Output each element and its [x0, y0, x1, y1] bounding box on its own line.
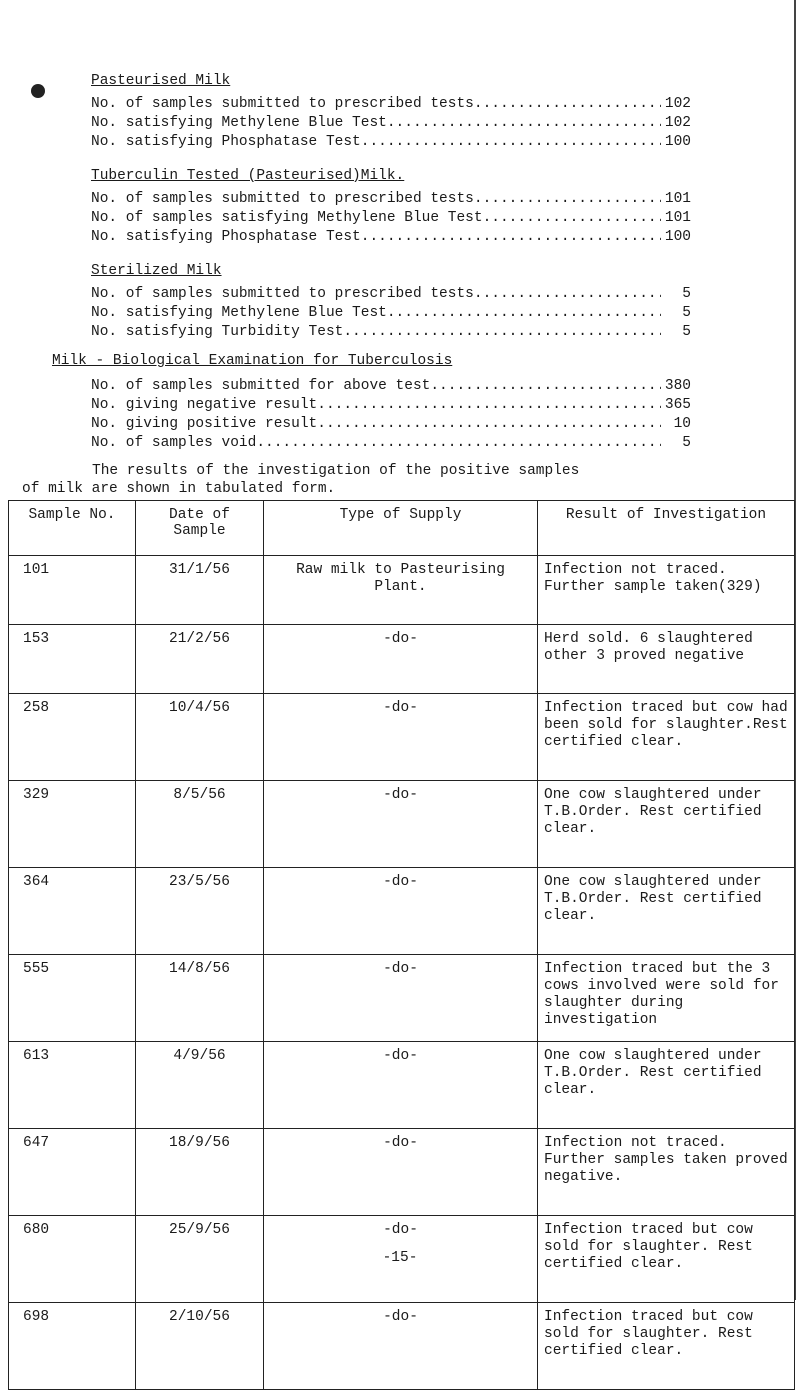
- list-item: No. of samples submitted for above test ..... 380: [91, 377, 691, 396]
- list-item: No. giving positive result ..... 10: [91, 415, 691, 434]
- table-row: 555 14/8/56 -do- Infection traced but the 3 cows involved were sold for slaughter during investigation: [9, 955, 795, 1042]
- header-supply: Type of Supply: [264, 501, 538, 556]
- biological-heading: Milk - Biological Examination for Tuberculosis: [52, 353, 453, 369]
- list-item: No. of samples void ..... 5: [91, 434, 691, 453]
- list-item: No. satisfying Phosphatase Test ..... 100: [91, 228, 691, 247]
- tuberculin-heading: Tuberculin Tested (Pasteurised)Milk.: [91, 168, 405, 184]
- table-row: 258 10/4/56 -do- Infection traced but cow had been sold for slaughter.Rest certified clear.: [9, 694, 795, 781]
- list-item: No. giving negative result ..... 365: [91, 396, 691, 415]
- table-row: 329 8/5/56 -do- One cow slaughtered under T.B.Order. Rest certified clear.: [9, 781, 795, 868]
- list-item: No. of samples submitted to prescribed tests ..... 5: [91, 285, 691, 304]
- list-item: No. of samples submitted to prescribed tests ..... 101: [91, 190, 691, 209]
- header-result: Result of Investigation: [538, 501, 795, 556]
- table-row: 101 31/1/56 Raw milk to Pasteurising Plant. Infection not traced. Further sample taken(329): [9, 556, 795, 625]
- page-number: -15-: [382, 1250, 418, 1266]
- table-row: 647 18/9/56 -do- Infection not traced. Further samples taken proved negative.: [9, 1129, 795, 1216]
- list-item: No. of samples submitted to prescribed tests ..... 102: [91, 95, 691, 114]
- biological-section: [91, 377, 691, 453]
- table-row: 613 4/9/56 -do- One cow slaughtered under T.B.Order. Rest certified clear.: [9, 1042, 795, 1129]
- list-item: No. satisfying Turbidity Test ..... 5: [91, 323, 691, 342]
- table-row: 364 23/5/56 -do- One cow slaughtered under T.B.Order. Rest certified clear.: [9, 868, 795, 955]
- table-row: 153 21/2/56 -do- Herd sold. 6 slaughtered other 3 proved negative: [9, 625, 795, 694]
- list-item: No. of samples satisfying Methylene Blue Test ..... 101: [91, 209, 691, 228]
- table-header-row: [9, 501, 795, 556]
- sterilized-section: [91, 262, 691, 342]
- table-row: 698 2/10/56 -do- Infection traced but cow sold for slaughter. Rest certified clear.: [9, 1303, 795, 1390]
- table-row: 680 25/9/56 -do- Infection traced but cow sold for slaughter. Rest certified clear.: [9, 1216, 795, 1303]
- punch-hole: [31, 84, 45, 98]
- header-date: Date of Sample: [136, 501, 264, 556]
- sterilized-heading: Sterilized Milk: [91, 263, 222, 279]
- intro-paragraph: The results of the investigation of the positive samples of milk are shown in tabulated form.: [22, 463, 580, 497]
- list-item: No. satisfying Methylene Blue Test ..... 102: [91, 114, 691, 133]
- header-sample-no: Sample No.: [9, 501, 136, 556]
- pasteurised-heading: Pasteurised Milk: [91, 73, 231, 89]
- pasteurised-section: [91, 72, 691, 152]
- tuberculin-section: [91, 167, 691, 247]
- list-item: No. satisfying Phosphatase Test ..... 100: [91, 133, 691, 152]
- list-item: No. satisfying Methylene Blue Test ..... 5: [91, 304, 691, 323]
